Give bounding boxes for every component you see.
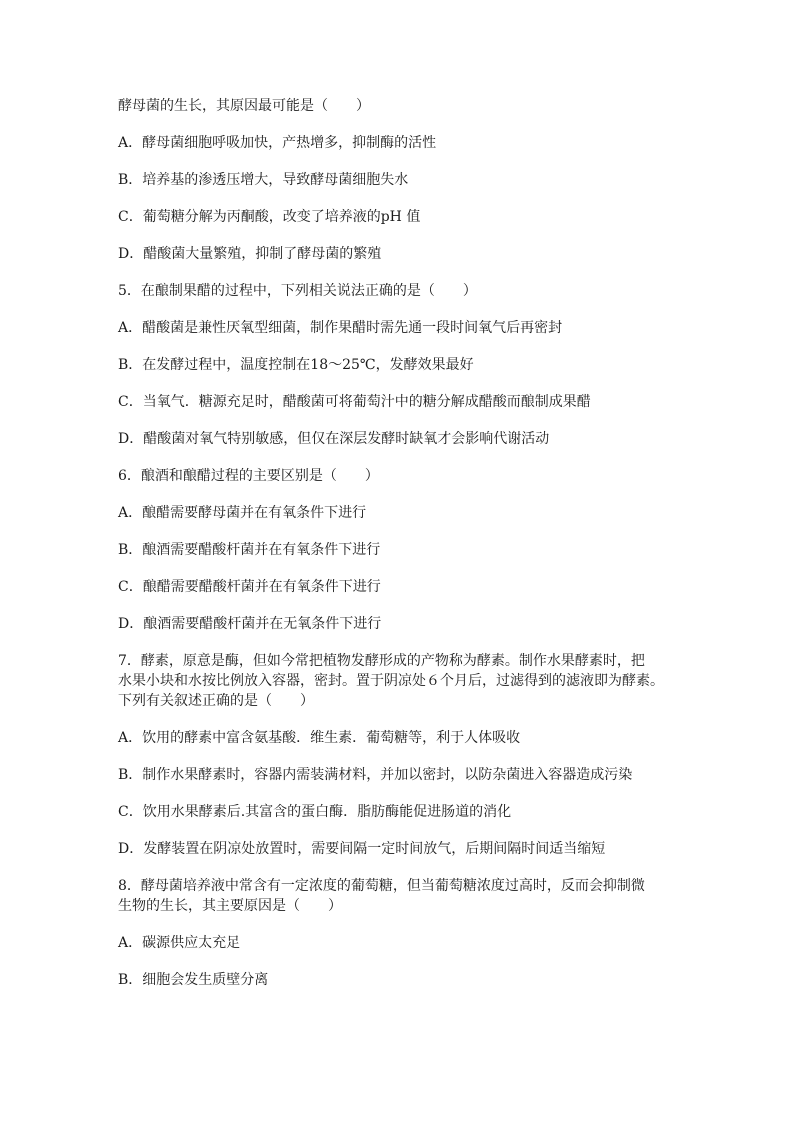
question-stem-line: 5．在酿制果醋的过程中，下列相关说法正确的是（ ） [118,283,477,299]
option-text: D．醋酸菌对氧气特别敏感，但仅在深层发酵时缺氧才会影响代谢活动 [118,431,550,447]
document-content [118,96,678,1007]
option-text: C．饮用水果酵素后.其富含的蛋白酶．脂肪酶能促进肠道的消化 [118,804,512,820]
question-stem-line: 8．酵母菌培养液中常含有一定浓度的葡萄糖，但当葡萄糖浓度过高时，反而会抑制微 [118,878,645,894]
question-stem-line: 酵母菌的生长，其原因最可能是（ ） [118,98,370,114]
option-a [118,133,678,153]
question-7-option-b [118,765,678,785]
question-continuation [118,96,678,116]
option-text: B．细胞会发生质壁分离 [118,972,269,988]
option-text: C．葡萄糖分解为丙酮酸，改变了培养液的pH 值 [118,209,421,225]
option-b [118,170,678,190]
option-text: D．发酵装置在阴凉处放置时，需要间隔一定时间放气，后期间隔时间适当缩短 [118,841,606,857]
question-stem-line: 6．酿酒和酿醋过程的主要区别是（ ） [118,468,379,484]
question-stem-line: 生物的生长，其主要原因是（ ） [118,898,342,914]
option-text: B．在发酵过程中，温度控制在18～25℃，发酵效果最好 [118,357,474,373]
question-8-option-b [118,970,678,990]
question-5-option-b [118,355,678,375]
option-d [118,244,678,264]
question-7-stem [118,651,678,711]
question-stem-line: 7．酵素，原意是酶，但如今常把植物发酵形成的产物称为酵素。制作水果酵素时，把 [118,653,645,669]
option-text: B．培养基的渗透压增大，导致酵母菌细胞失水 [118,172,409,188]
option-text: A．饮用的酵素中富含氨基酸．维生素．葡萄糖等，利于人体吸收 [118,730,521,746]
option-text: D．醋酸菌大量繁殖，抑制了酵母菌的繁殖 [118,246,382,262]
question-6-option-d [118,614,678,634]
question-7-option-a [118,728,678,748]
option-text: D．酿酒需要醋酸杆菌并在无氧条件下进行 [118,616,382,632]
question-5-option-a [118,318,678,338]
option-text: A．碳源供应太充足 [118,935,241,951]
question-8-option-a [118,933,678,953]
question-stem-line: 下列有关叙述正确的是（ ） [118,693,314,709]
question-stem-line: 水果小块和水按比例放入容器，密封。置于阴凉处６个月后，过滤得到的滤液即为酵素。 [118,673,664,689]
question-6-option-a [118,503,678,523]
option-text: A．酵母菌细胞呼吸加快，产热增多，抑制酶的活性 [118,135,437,151]
option-text: C．酿醋需要醋酸杆菌并在有氧条件下进行 [118,579,381,595]
option-text: A．醋酸菌是兼性厌氧型细菌，制作果醋时需先通一段时间氧气后再密封 [118,320,563,336]
option-text: B．酿酒需要醋酸杆菌并在有氧条件下进行 [118,542,381,558]
option-text: B．制作水果酵素时，容器内需装满材料，并加以密封，以防杂菌进入容器造成污染 [118,767,633,783]
question-7-option-d [118,839,678,859]
question-5-option-c [118,392,678,412]
question-6-option-b [118,540,678,560]
option-text: C．当氧气．糖源充足时，醋酸菌可将葡萄汁中的糖分解成醋酸而酿制成果醋 [118,394,591,410]
question-5-option-d [118,429,678,449]
option-c [118,207,678,227]
question-7-option-c [118,802,678,822]
question-5-stem [118,281,678,301]
question-8-stem [118,876,678,916]
question-6-option-c [118,577,678,597]
option-text: A．酿醋需要酵母菌并在有氧条件下进行 [118,505,367,521]
question-6-stem [118,466,678,486]
